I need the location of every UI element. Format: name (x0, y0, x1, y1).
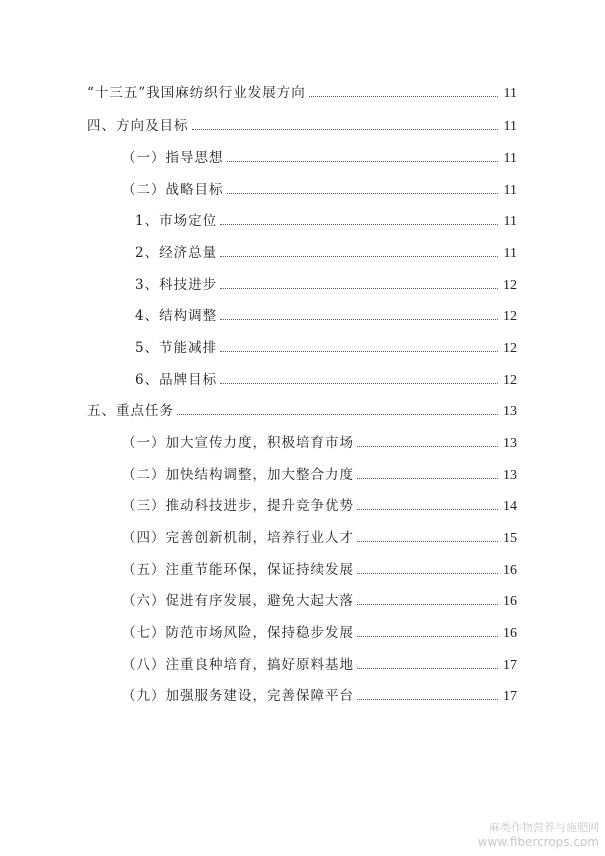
toc-entry[interactable] (135, 244, 517, 263)
toc-entry-title: 4、结构调整 (135, 308, 218, 324)
toc-leader-dots (357, 572, 498, 574)
toc-leader-dots (357, 445, 498, 447)
toc-entry-page: 12 (503, 373, 517, 388)
toc-entry-title: 3、科技进步 (135, 277, 218, 293)
toc-entry-title: 2、经济总量 (135, 245, 218, 261)
toc-entry-page: 11 (503, 183, 517, 198)
toc-entry-page: 16 (503, 626, 517, 641)
toc-entry[interactable] (87, 84, 517, 103)
toc-leader-dots (357, 508, 498, 510)
toc-entry-page: 16 (503, 563, 517, 578)
toc-entry[interactable] (122, 592, 517, 611)
toc-leader-dots (357, 667, 498, 669)
toc-entry-page: 13 (503, 436, 517, 451)
toc-entry[interactable] (122, 687, 517, 706)
toc-entry[interactable] (135, 307, 517, 326)
watermark-url: www.fibercrops.com (477, 835, 599, 849)
toc-leader-dots (357, 635, 498, 637)
toc-entry-page: 12 (503, 278, 517, 293)
toc-entry-page: 11 (503, 119, 517, 134)
site-watermark (478, 820, 599, 850)
toc-entry-title: 四、方向及目标 (87, 118, 189, 134)
toc-entry-page: 12 (503, 341, 517, 356)
toc-entry-title: （七）防范市场风险，保持稳步发展 (122, 625, 354, 641)
toc-entry-page: 16 (503, 594, 517, 609)
toc-entry-title: （五）注重节能环保，保证持续发展 (122, 562, 354, 578)
toc-entry-page: 11 (503, 246, 517, 261)
toc-entry-title: （二）战略目标 (122, 182, 224, 198)
toc-entry[interactable] (122, 561, 517, 580)
toc-entry[interactable] (122, 497, 517, 516)
toc-leader-dots (220, 287, 498, 289)
toc-entry[interactable] (135, 276, 517, 295)
toc-entry-title: （一）指导思想 (122, 150, 224, 166)
toc-entry[interactable] (135, 371, 517, 390)
toc-entry-title: “十三五”我国麻纺织行业发展方向 (87, 85, 306, 101)
toc-entry-title: （八）注重良种培育，搞好原料基地 (122, 657, 354, 673)
toc-entry[interactable] (122, 624, 517, 643)
toc-leader-dots (220, 382, 498, 384)
toc-entry-page: 17 (503, 689, 517, 704)
toc-entry-page: 14 (503, 499, 517, 514)
toc-leader-dots (220, 318, 498, 320)
toc-entry[interactable] (122, 149, 517, 168)
toc-entry-title: 五、重点任务 (87, 403, 174, 419)
toc-leader-dots (177, 413, 498, 415)
toc-leader-dots (220, 255, 498, 257)
toc-entry-title: （四）完善创新机制，培养行业人才 (122, 530, 354, 546)
toc-entry[interactable] (135, 212, 517, 231)
toc-entry-page: 11 (503, 86, 517, 101)
toc-entry[interactable] (135, 339, 517, 358)
toc-leader-dots (220, 223, 498, 225)
toc-entry[interactable] (87, 117, 517, 136)
toc-entry-title: 5、节能减排 (135, 340, 218, 356)
toc-entry-title: （九）加强服务建设，完善保障平台 (122, 688, 354, 704)
toc-leader-dots (357, 477, 498, 479)
toc-entry-title: （一）加大宣传力度，积极培育市场 (122, 435, 354, 451)
toc-entry-page: 13 (503, 468, 517, 483)
toc-entry-page: 12 (503, 309, 517, 324)
toc-leader-dots (357, 698, 498, 700)
toc-entry-page: 11 (503, 151, 517, 166)
toc-entry[interactable] (122, 434, 517, 453)
toc-entry[interactable] (122, 656, 517, 675)
toc-leader-dots (220, 350, 498, 352)
toc-entry[interactable] (87, 402, 517, 421)
toc-entry[interactable] (122, 181, 517, 200)
toc-leader-dots (192, 128, 499, 130)
toc-entry-title: （三）推动科技进步，提升竞争优势 (122, 498, 354, 514)
toc-entry-page: 15 (503, 531, 517, 546)
toc-entry-title: 6、品牌目标 (135, 372, 218, 388)
toc-entry-title: （六）促进有序发展，避免大起大落 (122, 593, 354, 609)
toc-leader-dots (227, 192, 499, 194)
watermark-site-name: 麻类作物营养与施肥网 (489, 821, 599, 834)
toc-leader-dots (309, 95, 498, 97)
toc-leader-dots (357, 603, 498, 605)
toc-entry-page: 13 (503, 404, 517, 419)
toc-entry-title: （二）加快结构调整，加大整合力度 (122, 467, 354, 483)
toc-entry-page: 11 (503, 214, 517, 229)
toc-entry[interactable] (122, 466, 517, 485)
toc-entry-title: 1、市场定位 (135, 213, 218, 229)
toc-leader-dots (357, 540, 498, 542)
toc-entry-page: 17 (503, 658, 517, 673)
toc-entry[interactable] (122, 529, 517, 548)
toc-leader-dots (227, 160, 499, 162)
